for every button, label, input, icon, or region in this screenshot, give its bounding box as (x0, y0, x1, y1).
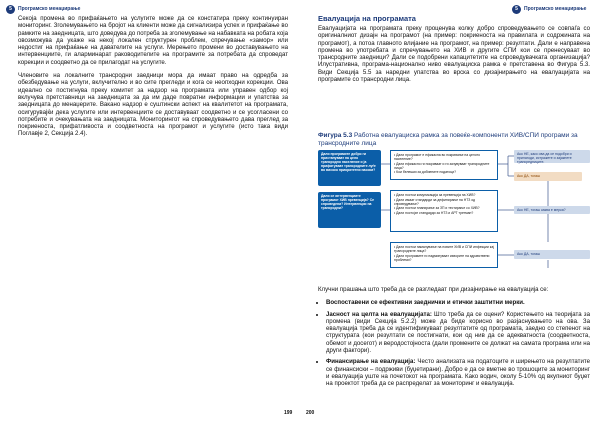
answer-box-3: Ако ДА, тогаш (514, 250, 590, 259)
key-questions-section (318, 286, 590, 392)
criteria-item: • Дали постојат стандарди за НТЗ и АРТ третман? (394, 210, 474, 215)
paragraph: Секоја промена во прифаќањето на услугите може да се констатира преку континуиран мониторинг. Зголемувањето на бројот на клиенти може да сигнализира успех и прифаќање во рамките на заедницата, што доведува до потреба за зголемување на набавката на робата која овозможува да укаже на некој локален структурен проблем, спречување «замор» или недостиг на прифаќање на давателите на услуги. Мерењето промени во доставувањето на интервенциите, ги аларминарат раководителите на програмите за потребата да спроведат корекции и соодветно да се прилагодат на услугите. (18, 15, 288, 66)
question-box-2: Дали се интервенциите програмот ХИВ превенција? Се спроведени? Интервенции на трансродни? (318, 192, 381, 228)
list-item (326, 358, 590, 387)
list-item (326, 311, 590, 355)
criteria-item: • Дали постои намалување на новите ХИВ и СПИ инфекции кај трансродните лица? (394, 245, 494, 253)
bullet-text: Што треба да се оцени? Користењето на теоријата за промена (види Секција 5.2.2) може да биде корисно во разјаснувањето на ова. За евалуација треба да се идентификуваат резултатите од програмата, заедно со степенот на структурата (кои резултати се постигнати, кои од нив да се адекватноста (соодветноста, обемот и досегот) и веродостојноста (дали промените се должат на самата програма или на други фактори). (326, 310, 590, 355)
bullet-text: Често анализата на податоците и ширењето на резултатите се финансиски – подрживи (буџетирани). Добро е да се вметне во трошоците за мониторинг и евалуација уште на почетокот на програмата. Како водич, околу 5-10% од вкупниот буџет на проектот треба да се распределат за мониторинг и евалуација. (326, 358, 590, 388)
section-label: Програмско менаџирање (18, 6, 81, 12)
answer-yes-box-1: Ако ДА, тогаш (514, 172, 582, 181)
figure-title: Работна евалуациска рамка за повеќе-компоненти ХИВ/СПИ програми за трансродните лица (318, 132, 578, 147)
paragraph: Членовите на локалните трансродни заедници мора да имаат право на одредба за обезбедување на услуги, вклучително и во сите прегледи и кога се неопходни корекции. Ова идеално се постигнува преку комитет за надзор на програмата или управен одбор кој вклучува претставници на заедницата за да им даде повратни информации и упатства за заедницата до менаџерите. Вакано надзор е суштински аспект на квалитетот на програмата, осигурувајќи дека услугите или интервенциите се доставуваат соодветно и се усогласени со потребите и очекувањата на заедницата. Мониторингот на спроведувањето дава преглед за покриеноста, прифатливоста и соодветноста на програмот и услугите (исто така види Поглавје 2, Секција 2.4). (18, 72, 288, 138)
bullet-bold: Јасност на целта на евалуацијата: (326, 310, 432, 318)
evaluation-framework-diagram (318, 150, 590, 280)
answer-no-box-1: Ако НЕ, како ова да се подобри и прилагоди, истражете и зајакнете трансредниците. (514, 150, 590, 163)
page-number: 199 (284, 410, 293, 416)
key-questions-intro: Клучни прашања што треба да се разгледаат при дизајнирање на евалуација се: (318, 286, 549, 293)
criteria-item: • Дали имаат стандарди за дефинирање на НТЗ од спроведување? (394, 197, 476, 206)
criteria-item: • Дали програмот е ефикасна во покривање на целото население? (394, 153, 481, 161)
chapter-badge: 5 (6, 5, 15, 14)
criteria-list-2 (390, 190, 498, 232)
criteria-list-1 (390, 150, 498, 180)
section-heading: Евалуација на програмата (318, 14, 416, 23)
question-box-1: Дали програмите добро ги пристапуваат на цело трансродно население и ја прифатуваат трансродните луѓе во високо приоритетни насоки? (318, 150, 381, 186)
bullet-bold: Финансирање на евалуација: (326, 358, 416, 366)
left-body (18, 15, 288, 144)
chapter-badge: 5 (512, 5, 521, 14)
figure-caption (318, 132, 588, 147)
criteria-item: • Дали постои планирање за ЗП и тестирање со ХИВ? (394, 206, 480, 211)
section-label: Програмско менаџирање (524, 6, 587, 12)
figure-label: Фигура 5.3 (318, 132, 353, 139)
answer-no-box-2: Ако НЕ, тогаш каква е мерка? (514, 206, 590, 214)
right-page (300, 0, 600, 424)
criteria-item: • Кои белешки за добиените податоци? (394, 170, 457, 175)
list-item (326, 299, 590, 306)
criteria-item: • Дали постои комуникација за превенција на ХИВ? (394, 193, 476, 197)
left-header (6, 4, 80, 14)
criteria-list-3 (390, 242, 498, 268)
intro-paragraph: Евалуацијата на програмата преку проценува колку добро спроведувањето се совпаѓа со оригиналниот дизајн на програмот (на пример: покриеноста на правилата и содржината на програмот), а потоа главното влијание на програмот, на пример: резултати. Дали е направена промена во употребата и спречувањето на ХИВ и другите СПИ кои се пренесуваат во трансродните заедници? Дали се подобрени капацитетите на спроведувачката организација? Илустративна, програма-национално ниво евалуациска рамка е претставена во Фигура 5.3. Види Секција 5.5 за нарeдни упатства во врска со дизајнирањето на евалуацијата на програмите со трансродни лица. (318, 25, 590, 84)
criteria-item: • Дали ефикасно ги покриваат и ги зачувуваат трансродните лица? (394, 161, 490, 170)
page-number: 200 (306, 410, 315, 416)
right-header (512, 4, 586, 14)
bullet-bold: Воспоставени се ефективни заеднички и етички заштитни мерки. (326, 299, 525, 307)
criteria-item: • Дали програмите ги надминуваат изворите на здравствени проблеми? (394, 253, 490, 262)
key-questions-list (318, 299, 590, 387)
